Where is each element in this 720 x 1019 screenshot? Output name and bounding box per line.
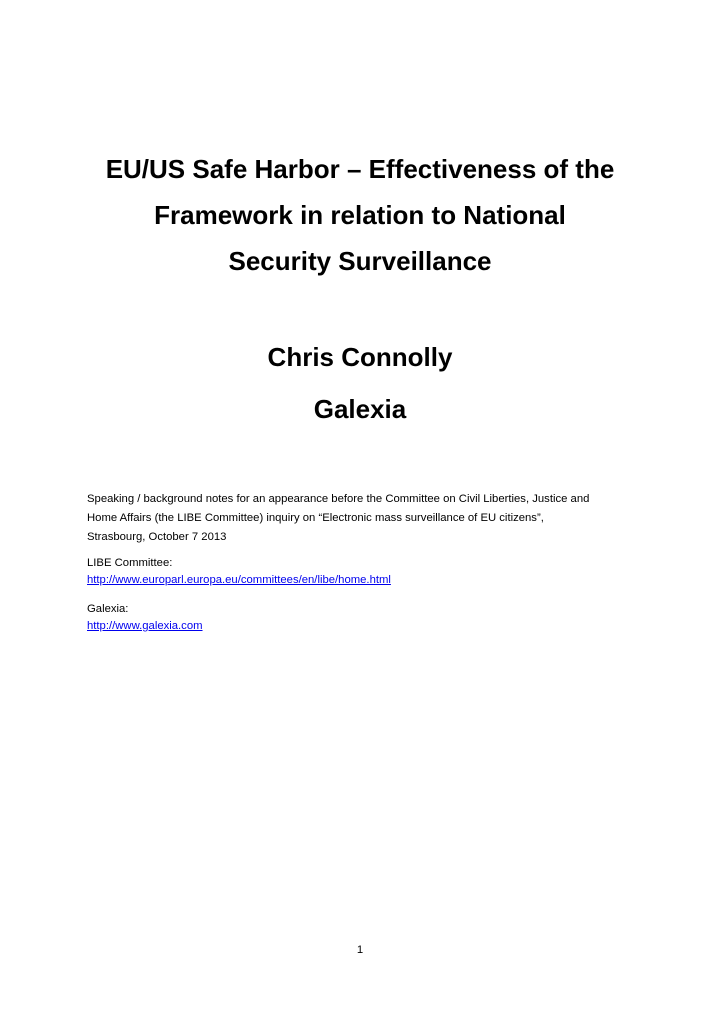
- notes-line-2: Home Affairs (the LIBE Committee) inquiry on “Electronic mass surveillance of EU citizens”,: [87, 512, 544, 524]
- galexia-link[interactable]: http://www.galexia.com: [87, 620, 203, 632]
- page-number: 1: [356, 944, 364, 956]
- author-name: Chris Connolly: [267, 342, 453, 372]
- title-line-3: Security Surveillance: [228, 246, 492, 276]
- libe-committee-reference: [87, 555, 647, 589]
- galexia-reference: [87, 601, 647, 635]
- libe-committee-link[interactable]: http://www.europarl.europa.eu/committees/en/libe/home.html: [87, 574, 391, 586]
- organization-name: Galexia: [313, 394, 407, 424]
- title-line-1: EU/US Safe Harbor – Effectiveness of the: [105, 154, 615, 184]
- document-title: [60, 146, 660, 284]
- libe-committee-label: LIBE Committee:: [87, 557, 173, 569]
- notes-line-3: Strasbourg, October 7 2013: [87, 531, 227, 543]
- speaking-notes: [87, 490, 647, 547]
- galexia-label: Galexia:: [87, 603, 129, 615]
- notes-line-1: Speaking / background notes for an appearance before the Committee on Civil Liberties, Justice and: [87, 493, 590, 505]
- title-line-2: Framework in relation to National: [154, 200, 566, 230]
